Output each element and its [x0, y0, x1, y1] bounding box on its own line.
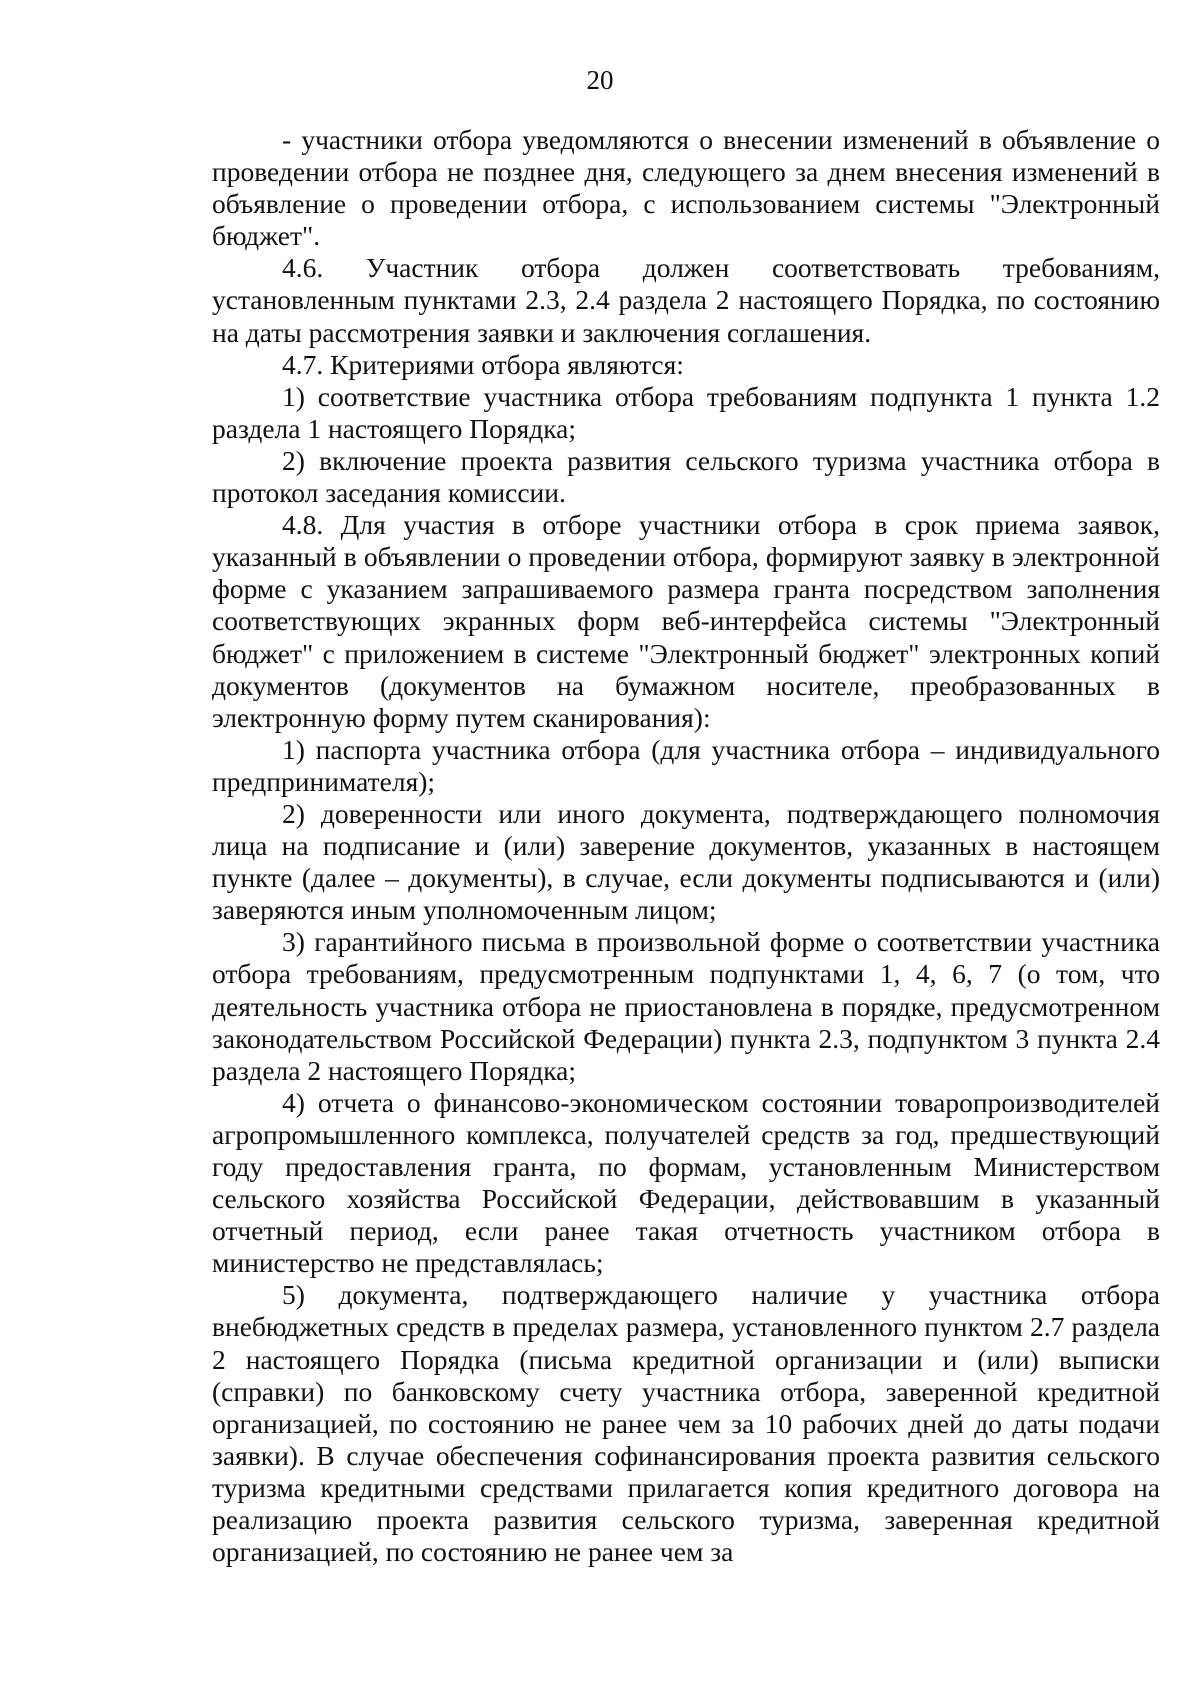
paragraph-4-7-item-1: 1) соответствие участника отбора требованиям подпункта 1 пункта 1.2 раздела 1 настоящего Порядка;: [212, 380, 1160, 444]
paragraph-4-8-item-4: 4) отчета о финансово-экономическом состоянии товаропроизводителей агропромышленного комплекса, получателей средств за год, предшествующий году предоставления гранта, по формам, установленным Министерством сельского хозяйства Российской Федерации, действовавшим в указанный отчетный период, если ранее такая отчетность участником отбора в министерство не представлялась;: [212, 1086, 1160, 1279]
paragraph-4-7-item-2: 2) включение проекта развития сельского туризма участника отбора в протокол заседания комиссии.: [212, 444, 1160, 509]
paragraph-4-8-item-5: 5) документа, подтверждающего наличие у участника отбора внебюджетных средств в пределах размера, установленного пунктом 2.7 раздела 2 настоящего Порядка (письма кредитной организации и (или) выписки (справки) по банковскому счету участника отбора, заверенной кредитной организацией, по состоянию не ранее чем за 10 рабочих дней до даты подачи заявки). В случае обеспечения софинансирования проекта развития сельского туризма кредитными средствами прилагается копия кредитного договора на реализацию проекта развития сельского туризма, заверенная кредитной организацией, по состоянию не ранее чем за: [212, 1279, 1160, 1568]
page-number: 20: [586, 65, 614, 95]
paragraph-notification: - участники отбора уведомляются о внесении изменений в объявление о проведении отбора не позднее дня, следующего за днем внесения изменений в объявление о проведении отбора, с использованием системы "Электронный бюджет".: [212, 124, 1160, 252]
paragraph-4-8-item-3: 3) гарантийного письма в произвольной форме о соответствии участника отбора требованиям, предусмотренным подпунктами 1, 4, 6, 7 (о том, что деятельность участника отбора не приостановлена в порядке, предусмотренном законодательством Российской Федерации) пункта 2.3, подпунктом 3 пункта 2.4 раздела 2 настоящего Порядка;: [212, 926, 1160, 1086]
document-body: [212, 124, 1160, 1568]
paragraph-4-8-item-1: 1) паспорта участника отбора (для участника отбора – индивидуального предпринимателя);: [212, 733, 1160, 797]
paragraph-4-7: 4.7. Критериями отбора являются:: [282, 348, 684, 380]
paragraph-4-8: 4.8. Для участия в отборе участники отбора в срок приема заявок, указанный в объявлении о проведении отбора, формируют заявку в электронной форме с указанием запрашиваемого размера гранта посредством заполнения соответствующих экранных форм веб-интерфейса системы "Электронный бюджет" с приложением в системе "Электронный бюджет" электронных копий документов (документов на бумажном носителе, преобразованных в электронную форму путем сканирования):: [212, 509, 1160, 733]
paragraph-4-8-item-2: 2) доверенности или иного документа, подтверждающего полномочия лица на подписание и (или) заверение документов, указанных в настоящем пункте (далее – документы), в случае, если документы подписываются и (или) заверяются иным уполномоченным лицом;: [212, 797, 1160, 926]
paragraph-4-6: 4.6. Участник отбора должен соответствовать требованиям, установленным пунктами 2.3, 2.4 раздела 2 настоящего Порядка, по состоянию на даты рассмотрения заявки и заключения соглашения.: [212, 252, 1160, 348]
